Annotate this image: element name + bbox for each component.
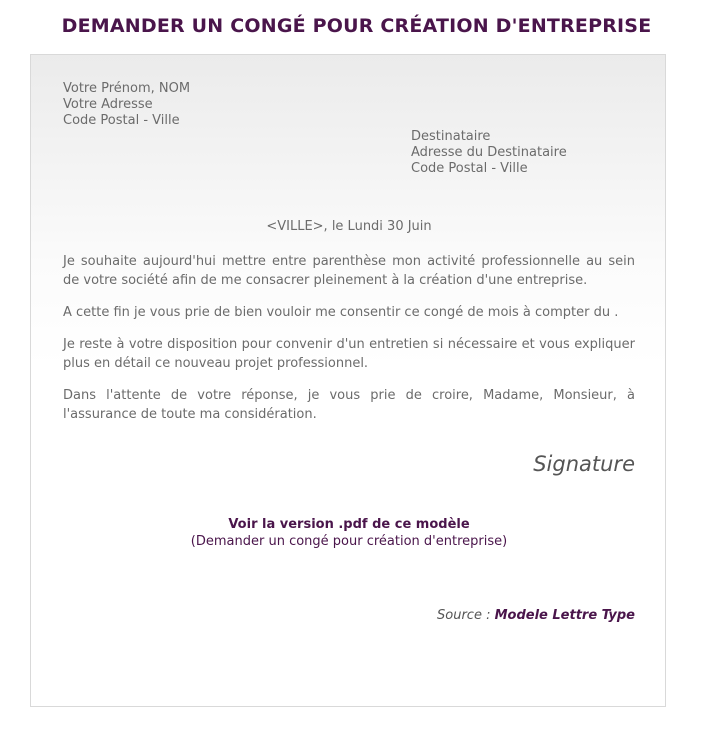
letter-paragraph: Je souhaite aujourd'hui mettre entre parenthèse mon activité professionnelle au sein de votre société afin de me consacrer pleinement à la création d'une entreprise. bbox=[63, 254, 635, 288]
letter-body bbox=[63, 252, 635, 424]
sender-line: Code Postal - Ville bbox=[63, 113, 180, 128]
page-title: DEMANDER UN CONGÉ POUR CRÉATION D'ENTREPRISE bbox=[61, 15, 652, 37]
recipient-line: Code Postal - Ville bbox=[411, 161, 528, 176]
recipient-line: Destinataire bbox=[411, 129, 491, 144]
signature-label: Signature bbox=[533, 452, 635, 476]
source-link[interactable]: Modele Lettre Type bbox=[494, 608, 635, 623]
sender-address-block bbox=[63, 81, 635, 129]
pdf-link-subtitle: (Demander un congé pour création d'entreprise) bbox=[190, 534, 508, 549]
letter-date: <VILLE>, le Lundi 30 Juin bbox=[266, 219, 432, 234]
letter-box bbox=[30, 54, 666, 707]
sender-line: Votre Adresse bbox=[63, 97, 153, 112]
letter-paragraph: A cette fin je vous prie de bien vouloir me consentir ce congé de mois à compter du . bbox=[63, 305, 619, 320]
pdf-link-label: Voir la version .pdf de ce modèle bbox=[228, 517, 470, 532]
recipient-address-block bbox=[411, 129, 635, 177]
source-label: Source : bbox=[437, 608, 491, 623]
letter-paragraph: Dans l'attente de votre réponse, je vous prie de croire, Madame, Monsieur, à l'assurance de toute ma considération. bbox=[63, 388, 635, 422]
pdf-version-link[interactable] bbox=[63, 516, 635, 550]
source-line bbox=[63, 608, 635, 623]
letter-paragraph: Je reste à votre disposition pour convenir d'un entretien si nécessaire et vous expliquer plus en détail ce nouveau projet professionnel. bbox=[63, 337, 635, 371]
recipient-line: Adresse du Destinataire bbox=[411, 145, 567, 160]
sender-line: Votre Prénom, NOM bbox=[63, 81, 191, 96]
